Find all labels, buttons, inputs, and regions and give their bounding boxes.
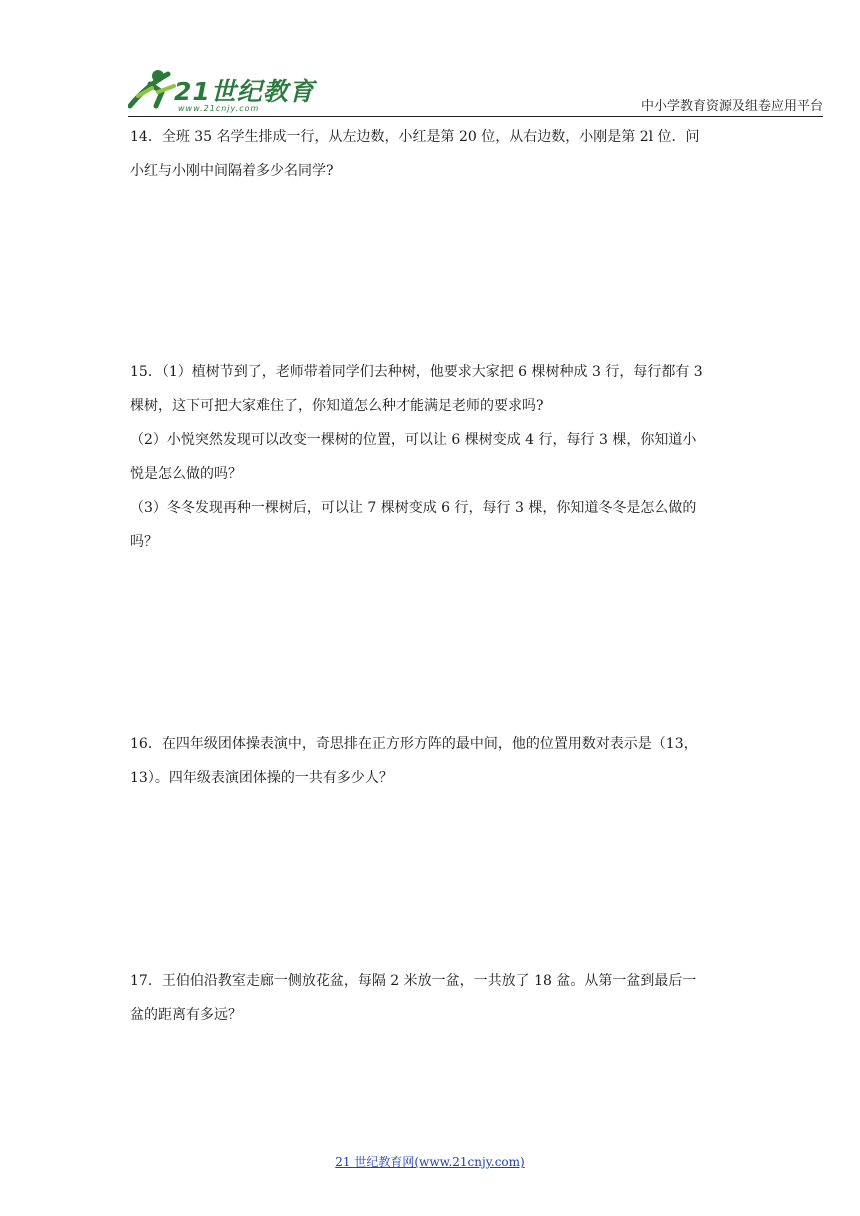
question-17	[130, 964, 730, 1032]
footer-link[interactable]: 21 世纪教育网(www.21cnjy.com)	[335, 1155, 525, 1169]
question-line: （3）冬冬发现再种一棵树后，可以让 7 棵树变成 6 行，每行 3 棵，你知道冬冬是怎么做的	[130, 500, 697, 516]
site-logo[interactable]	[128, 66, 315, 118]
platform-title: 中小学教育资源及组卷应用平台	[640, 99, 823, 114]
question-line: 盆的距离有多远？	[130, 1007, 242, 1023]
question-line: 棵树，这下可把大家难住了，你知道怎么种才能满足老师的要求吗?	[130, 398, 544, 414]
question-line: 16．在四年级团体操表演中，奇思排在正方形方阵的最中间，他的位置用数对表示是（13，	[130, 736, 698, 752]
logo-title: 21世纪教育	[174, 77, 315, 106]
question-line: 17．王伯伯沿教室走廊一侧放花盆，每隔 2 米放一盆，一共放了 18 盆。从第一盆到最后一	[130, 973, 697, 989]
runner-logo-icon	[128, 66, 180, 114]
page-header	[0, 0, 860, 120]
question-16	[130, 727, 730, 795]
question-line: 吗？	[130, 534, 158, 550]
question-line: 13）。四年级表演团体操的一共有多少人？	[130, 770, 393, 786]
question-15	[130, 355, 730, 559]
question-line: 14．全班 35 名学生排成一行，从左边数，小红是第 20 位，从右边数，小刚是第 2l 位．问	[130, 129, 700, 145]
question-line: 15．（1）植树节到了，老师带着同学们去种树，他要求大家把 6 棵树种成 3 行，每行都有 3	[130, 364, 703, 380]
logo-url: www.21cnjy.com	[178, 104, 260, 113]
question-line: 小红与小刚中间隔着多少名同学?	[130, 163, 334, 179]
question-14	[130, 120, 730, 188]
question-line: 悦是怎么做的吗？	[130, 466, 242, 482]
header-divider	[128, 116, 823, 117]
question-line: （2）小悦突然发现可以改变一棵树的位置，可以让 6 棵树变成 4 行，每行 3 棵，你知道小	[130, 432, 697, 448]
